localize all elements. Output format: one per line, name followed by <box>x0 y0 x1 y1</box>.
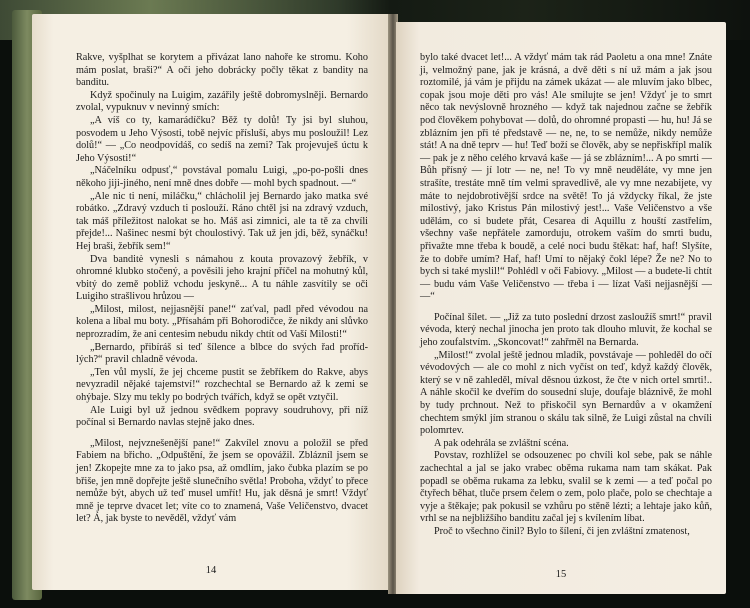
paragraph: „Ale nic ti není, miláčku,“ chlácholil jej Bernardo jako matka své robátko. „Zdravý vzduch ti poslouží. Ráno chtěl jsi na zdravý vzduch, tak máš příležitost nalokat se ho. Máš asi zimnici, ale ta tě za chvíli přejde!... Našinec nesmí být choulostivý. Tak už jen jdi, běž, synáčku! Hej braši, žebřík sem!“ <box>76 190 368 252</box>
paragraph: Rakve, vyšplhat se korytem a přivázat lano nahoře ke stromu. Koho mám poslat, braši?“ A oči jeho dobrácky počly těkat z bandity na banditu. <box>76 52 368 89</box>
paragraph: Dva banditė vynesli s námahou z kouta provazový žebřík, v ohromné klubko stočený, a pověsili jeho krajní příčel na mohutný kůl, vbitý do země pobliž vchodu jeskyně... A tu náhle zasvítily se oči Luigiho strašlivou hrůzou — <box>76 253 368 303</box>
paragraph: „Milost!“ zvolal ještě jednou mladík, povstávaje — pohleděl do očí vévodových — ale co mohl z nich vyčíst on teď, když každý člověk, který se v ně zahleděl, míval děsnou úzkost, že čte v nich ortel smrti!.. A náhle skočil ke dveřím do sousední sluje, doufaje bláznivě, že mohl by tudy prchnout. Než to přiskočil syn Bernardův a v okamžení chechtem smýkl jím stranou o skálu tak silně, že Luigi zůstal na chvíli polomrtev. <box>420 349 712 437</box>
paragraph: „Milost, milost, nejjasnější pane!“ zaťval, padl před vévodou na kolena a líbal mu boty. „Přísahám při Bohorodičce, že nikdy ani slůvko neprozradím, že ani centesim nebudu nikdy chtít od Vaší Milosti!“ <box>76 303 368 341</box>
left-page <box>32 14 390 590</box>
paragraph: „Bernardo, přibíráš si teď šílence a blbce do svých řad proříd-lých?“ pravil chladně vévoda. <box>76 341 368 366</box>
right-page-text <box>420 52 712 539</box>
paragraph: A pak odehrála se zvláštní scéna. <box>434 437 569 449</box>
paragraph: bylo také dvacet let!... A vždyť mám tak rád Paoletu a ona mne! Znáte ji, velmožný pane, jak je krásná, a dvě děti s ní už mám a jak jsou roztomilé, já vám je přijdu na zámek ukázat — ale mluvím jako blbec, copak jsou moje děti pro vás! Ale smilujte se jen! Vždyť je to smrt něco tak nevýslovně hrozného — když tak najednou začne se žebřík pod člověkem pohybovat — dolů, do ohromné propasti — hu, hu! Já se zblázním jen při té představě — ne, ne, to se nemůže, nikdy nemůže stát! A na dně teprv — hu! Teď boží se člověk, aby se nepřiskřípl malík — pak je z něho celého krvavá kaše — já se zblázním!... A po smrti — Bůh přísný — jí lotr — ne, ne! To vy mně neuděláte, vy mne jen strašíte, trestáte mně tím velmi spravedlivě, ale vy mne nezabijete, vy máte to nejdobrotivější srdce na světě! To já vždycky říkal, že jste milostivý, jako Kristus Pán milostivý jest!... Vaše Veličenstvo a vše udělám, co si budete přát, Cesarea di Aquillu z houští zastřelím, všechny vaše nepřátele zamorduju, otrokem vaším do smrti budu, přivažte mne třeba k boudě, a celé noci budu štěkat: haf, haf! Slyšíte, že to dobře umím? Haf, haf! Umí to nějaký čokl lépe? Že ne? No to bych si také myslil!“ Pohlédl v oči Fabiovy. „Milost — a budete-li chtít — budu vám Vaše Veličenstvo — třeba i — lízat Vaši nejjasnější — —“ <box>420 52 712 303</box>
paragraph: „Milost, nejvznešenější pane!“ Zakvílel znovu a položil se před Fabiem na břicho. „Odpuštění, že jsem se opovážil. Zblázníl jsem se jen! Zkopejte mne za to jako psa, až omdlím, jako čubka plazím se po břiše, jen mně dopřejte ještě slunečního světla! Proboha, vždyť to přece nemůže být, abych už teď musel umřít! Hu, jak děsná je smrt! Vždyť mně je teprve dvacet let; víte co to znamená, Vaše Veličenstvo, dvacet let? Á, jak byste to nevěděl, vždyť vám <box>76 437 368 525</box>
paragraph: Počínal šílet. — „Již za tuto poslední drzost zasloužíš smrt!“ pravil vévoda, který nechal jinocha jen proto tak dlouho mluvit, že kochal se jeho zoufalstvím. „Skoncovat!“ zahřměl na Bernarda. <box>420 311 712 349</box>
right-page-number: 15 <box>555 569 567 580</box>
paragraph: „Ten vůl myslí, že jej chceme pustit se žebříkem do Rakve, abys nevyzradil nějaké tajemství!“ rozchechtal se Bernardo až k zemi se ohýbaje. Slzy mu tekly po bodrých tvářích, když se opět vztyčil. <box>76 366 368 404</box>
paragraph: Proč to všechno činil? Bylo to šílení, či jen zvláštní zmatenost, <box>434 525 690 537</box>
paragraph: „Náčelníku odpusť,“ povstával pomalu Luigi, „po-po-pošli dnes někoho jiji-jiného, není mně dnes dobře — mohl bych spadnout. —“ <box>76 165 368 189</box>
left-page-text <box>76 52 368 526</box>
left-page-number: 14 <box>205 565 217 576</box>
paragraph: Ale Luigi byl už jednou svědkem popravy soudruhovy, při níž počínal si Bernardo navlas stejně jako dnes. <box>76 404 368 429</box>
paragraph: Povstav, rozhlížel se odsouzenec po chvíli kol sebe, pak se náhle zachechtal a jal se jako vrabec oběma rukama nam tam skákat. Pak popadl se oběma rukama za lebku, svalil se k zemi — a teď počal po čtyřech běhat, tluče prsem čelem o zem, polo plače, polo se chechtaje a vyje a štěkaje; pak pokusil se vzhůru po stěně lézti; a lehtaje jako kůň, vrhl se na nejbližšího banditu začal jej s kvílením líbat. <box>420 450 712 525</box>
paragraph: Když spočinuly na Luigim, zazářily ještě dobromyslněji. Bernardo zvolal, vypuknuv v nevinný smích: <box>76 89 368 114</box>
right-page <box>396 22 726 594</box>
paragraph: „A víš co ty, kamarádíčku? Běž ty dolů! Ty jsi byl sluhou, posvodem u Jeho Výsosti, tobě nejvíc přísluší, abys mu posloužil! Lez dolů!“ — „Co neodpovídáš, co sedíš na zemi? Tak projevuješ úctu k Jeho Výsosti!“ <box>76 114 368 164</box>
